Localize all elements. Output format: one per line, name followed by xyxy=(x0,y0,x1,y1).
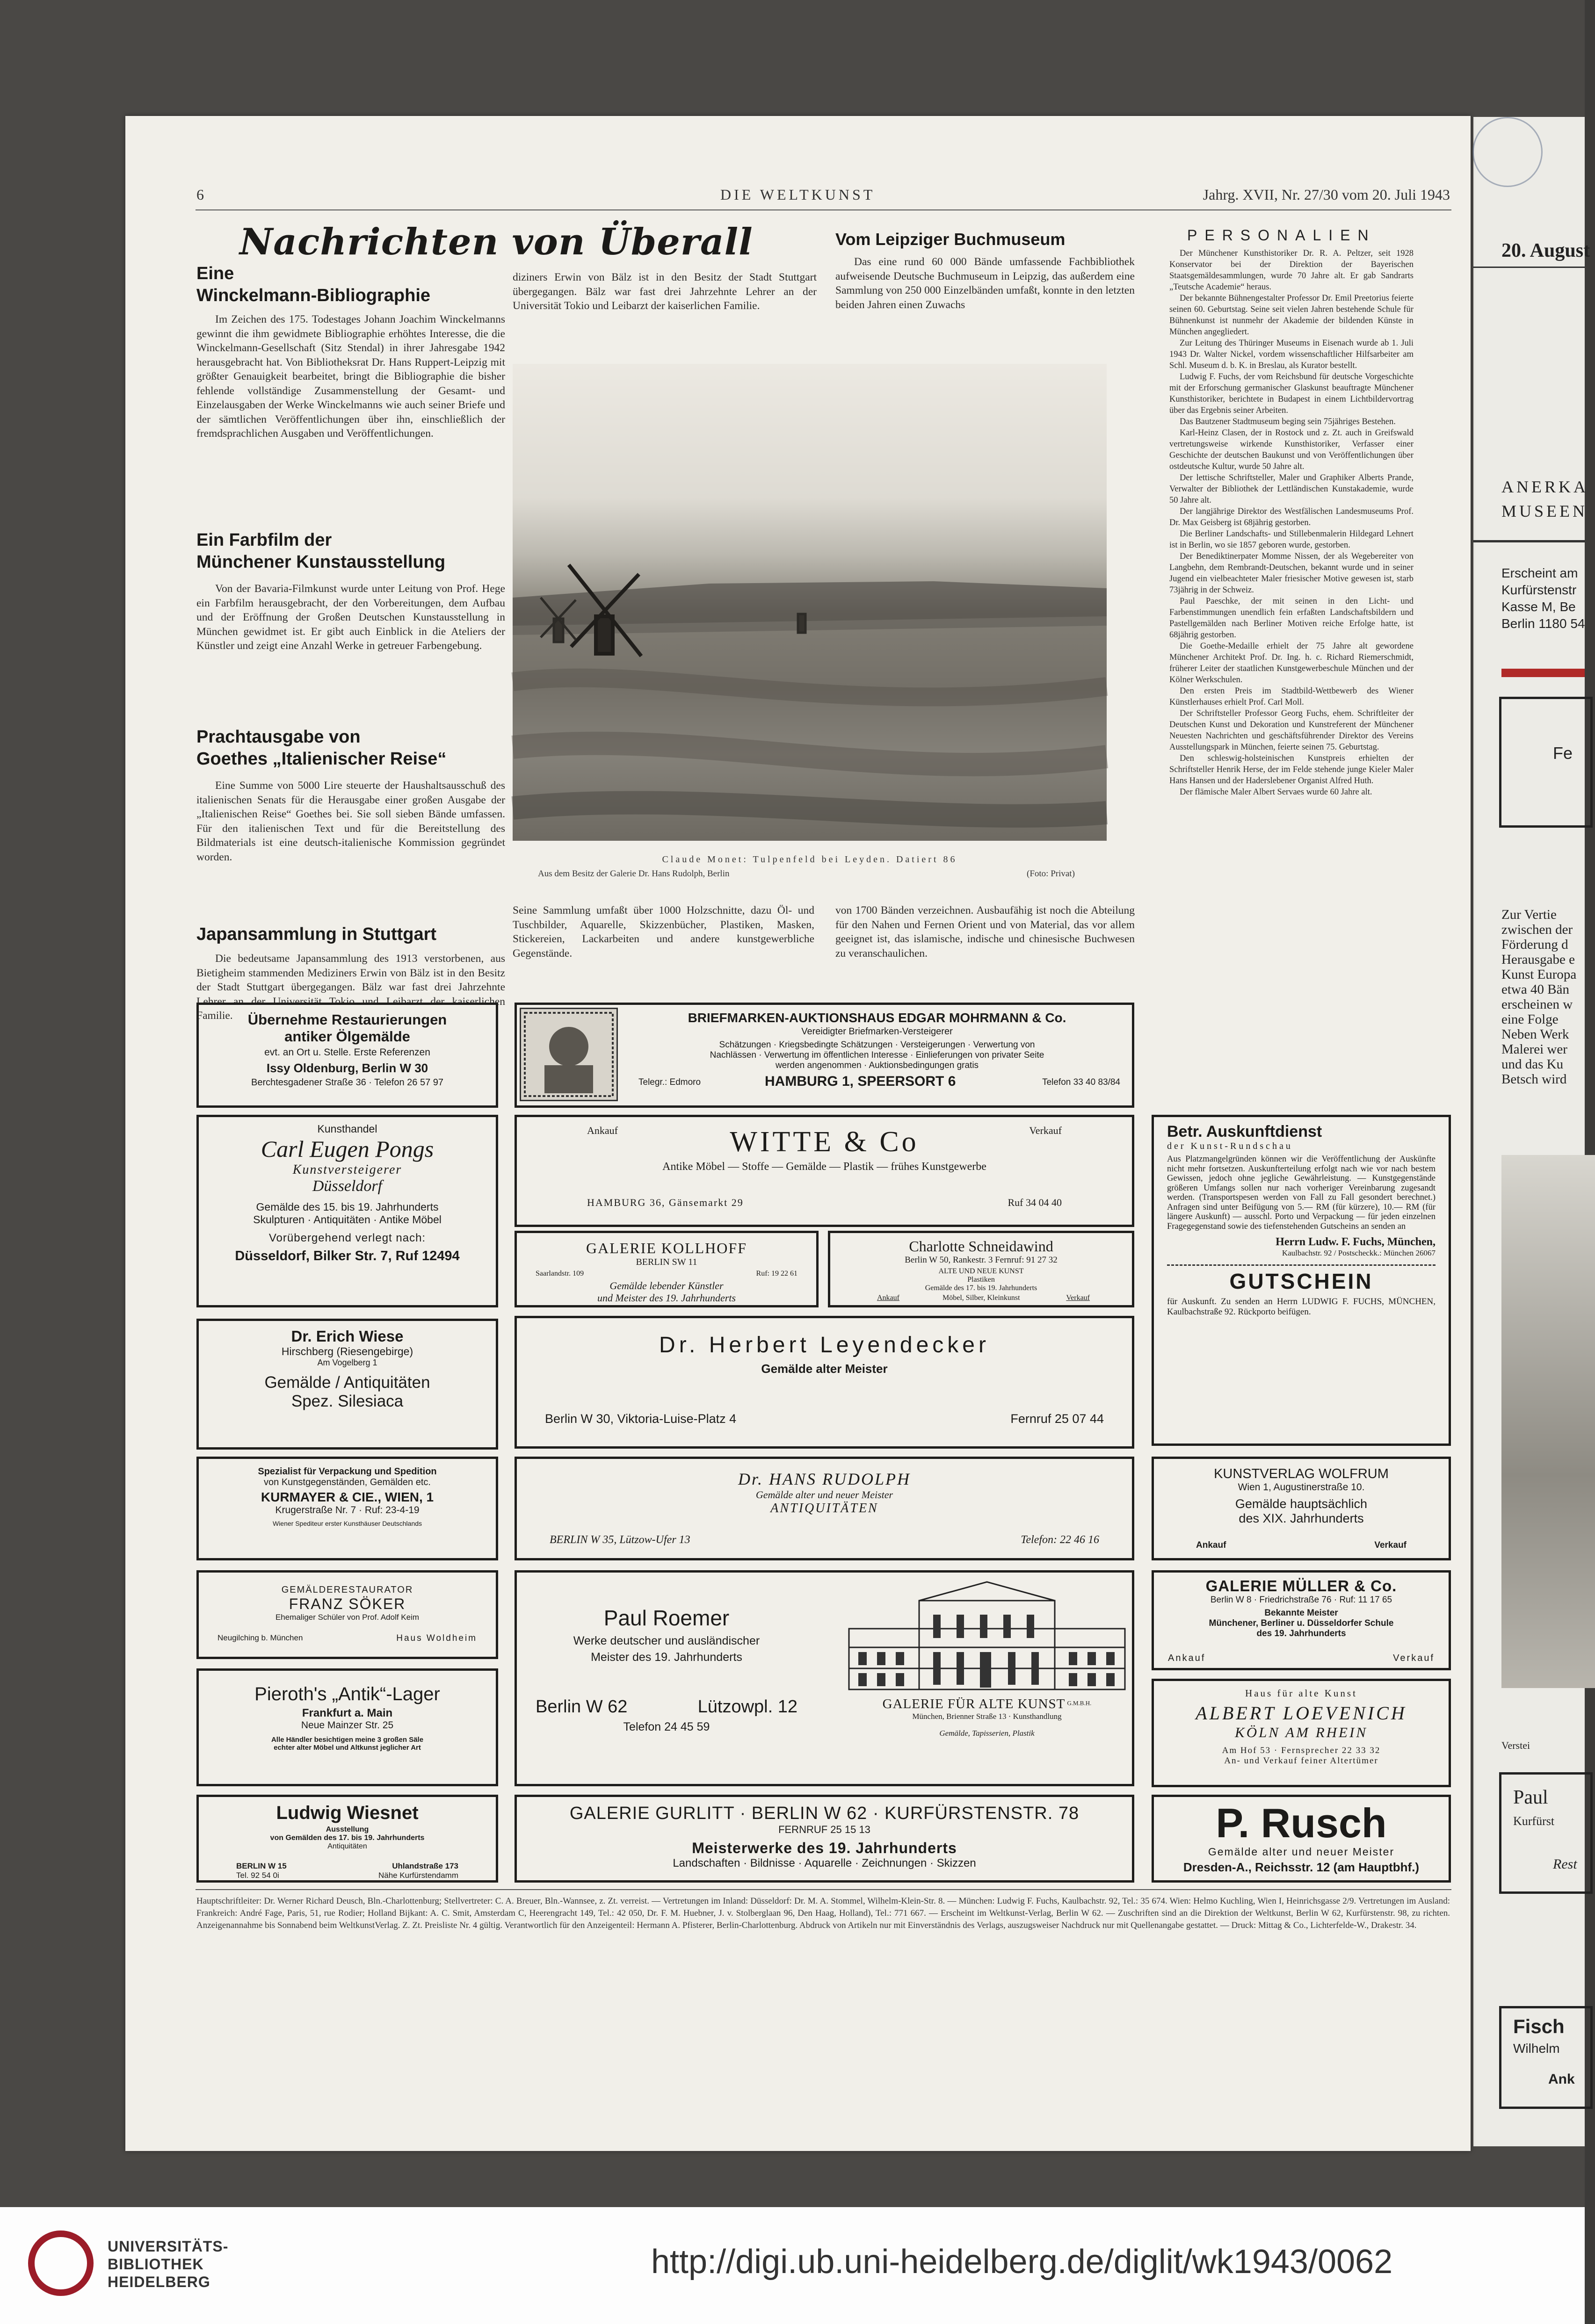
ad-gurlitt: GALERIE GURLITT · BERLIN W 62 · KURFÜRSTENSTR. 78 FERNRUF 25 15 13 Meisterwerke des 19. Jahrhunderts Landschaften · Bildnisse · Aquarelle · Zeichnungen · Skizzen xyxy=(515,1795,1134,1883)
personalien-item: Den ersten Preis im Stadtbild-Wettbewerb des Wiener Künstlerhauses erhielt Prof. Carl Moll. xyxy=(1169,686,1414,707)
library-name-line: UNIVERSITÄTS- xyxy=(108,2238,229,2255)
next-page-box xyxy=(1499,697,1593,828)
personalien-item: Der langjährige Direktor des Westfälischen Landesmuseums Prof. Dr. Max Geisberg ist 68jährig gestorben. xyxy=(1169,507,1414,527)
personalien-heading: PERSONALIEN xyxy=(1187,227,1376,244)
ad-kollhoff: GALERIE KOLLHOFF BERLIN SW 11 Saarlandstr. 109 Ruf: 19 22 61 Gemälde lebender Künstler und Meister des 19. Jahrhunderts xyxy=(515,1231,819,1307)
ad-soeker: GEMÄLDERESTAURATOR FRANZ SÖKER Ehemaliger Schüler von Prof. Adolf Keim Neugilching b. München Haus Woldheim xyxy=(196,1570,498,1659)
photo-credit: (Foto: Privat) xyxy=(1027,869,1075,879)
ad-wiesnet: Ludwig Wiesnet Ausstellung von Gemälden des 17. bis 19. Jahrhunderts Antiquitäten BERLIN W 15 Tel. 92 54 0i Uhlandstraße 173 Nähe Kurfürstendamm xyxy=(196,1795,498,1883)
ad-roemer-altekunst: Paul Roemer Werke deutscher und ausländischer Meister des 19. Jahrhunderts Berlin W 62 Lützowpl. 12 Telefon 24 45 59 GALERIE FÜR ALTE KUNST $^{G.M.B.H.}$ München, Brienner Straße 13 · Kunsthandlung Gemälde, Tapisserien, Plastik xyxy=(515,1570,1134,1786)
personalien-item: Der bekannte Bühnengestalter Professor Dr. Emil Preetorius feierte seinen 60. Geburtstag. Seine seit vielen Jahren bestehende Schule für Bühnenkunst ist nunmehr der Akademie der bildenden Künste in München angegliedert. xyxy=(1169,294,1414,337)
library-name-line: BIBLIOTHEK xyxy=(108,2256,204,2273)
personalien-column xyxy=(1169,248,1414,798)
next-page-line: etwa 40 Bän xyxy=(1501,982,1569,997)
painting-svg xyxy=(513,364,1107,841)
next-page-line: Paul xyxy=(1513,1787,1548,1808)
red-rule xyxy=(1501,669,1585,677)
galerie-alte-kunst-block: GALERIE FÜR ALTE KUNST $^{G.M.B.H.}$ München, Brienner Straße 13 · Kunsthandlung Gemälde, Tapisserien, Plastik xyxy=(844,1577,1130,1738)
next-page-line: und das Ku xyxy=(1501,1057,1564,1072)
next-page-line: Erscheint am xyxy=(1501,566,1578,580)
article-heading: Vom Leipziger Buchmuseum xyxy=(835,230,1066,249)
page-header xyxy=(196,186,1450,209)
personalien-item: Die Goethe-Medaille erhielt der 75 Jahre alt gewordene Münchener Architekt Prof. Dr. Ing. h. c. Richard Riemerschmidt, früherer Leiter der staatlichen Kunstgewerbeschule München und der Kölner Werkschulen. xyxy=(1169,642,1414,685)
article-body: Eine Summe von 5000 Lire steuerte der Haushaltsausschuß des italienischen Senats für die Herausgabe einer großen Ausgabe der „Italienischen Reise“ Goethes bei. Sie soll sieben Bände umfassen. Für den italienischen Text und für die Bereitstellung des Bildmaterials ist eine deutsch-italienische Kommission gegründet worden. xyxy=(196,779,505,863)
next-page-line: Kurfürst xyxy=(1513,1814,1555,1828)
personalien-item: Den schleswig-holsteinischen Kunstpreis erhielten der Schriftsteller Henrik Herse, der im Felde stehende junge Kieler Maler Hans Hansen und der Haderslebener Organist Alfred Huth. xyxy=(1169,754,1414,786)
next-page-line: erscheinen w xyxy=(1501,997,1573,1012)
next-page-line: Neben Werk xyxy=(1501,1027,1569,1042)
ad-leyendecker: Dr. Herbert Leyendecker Gemälde alter Meister Berlin W 30, Viktoria-Luise-Platz 4 Fernruf 25 07 44 xyxy=(515,1316,1134,1449)
ad-pongs: Kunsthandel Carl Eugen Pongs Kunstversteigerer Düsseldorf Gemälde des 15. bis 19. Jahrhunderts Skulpturen · Antiquitäten · Antike Möbel Vorübergehend verlegt nach: Düsseldorf, Bilker Str. 7, Ruf 12494 xyxy=(196,1115,498,1307)
stamp-engraving-image xyxy=(520,1008,618,1101)
personalien-item: Der Münchener Kunsthistoriker Dr. R. A. Peltzer, seit 1928 Konservator bei der Direktion der Bayerischen Staatsgemäldesammlungen, wurde 70 Jahre alt. Er gab Sandrarts „Teutsche Academie“ heraus. xyxy=(1169,249,1414,292)
painting-caption: Claude Monet: Tulpenfeld bei Leyden. Datiert 86 xyxy=(662,854,957,865)
next-page-line: Fisch xyxy=(1513,2015,1565,2037)
ad-rudolph: Dr. HANS RUDOLPH Gemälde alter und neuer Meister ANTIQUITÄTEN BERLIN W 35, Lützow-Ufer 13 Telefon: 22 46 16 xyxy=(515,1457,1134,1560)
next-page-heading-1: ANERKA xyxy=(1501,477,1588,496)
university-library-logo-icon xyxy=(28,2230,94,2296)
ad-oldenburg: Übernehme Restaurierungen antiker Ölgemälde evt. an Ort u. Stelle. Erste Referenzen Issy Oldenburg, Berlin W 30 Berchtesgadener Straße 36 · Telefon 26 57 97 xyxy=(196,1003,498,1108)
ad-schneidawind: Charlotte Schneidawind Berlin W 50, Rankestr. 3 Fernruf: 91 27 32 ALTE UND NEUE KUNST Plastiken Gemälde des 17. bis 19. Jahrhunderts Ankauf Möbel, Silber, Kleinkunst Verkauf xyxy=(828,1231,1134,1307)
next-page-heading-2: MUSEEN xyxy=(1501,502,1588,520)
next-page-line: Kasse M, Be xyxy=(1501,599,1576,614)
paper-name: DIE WELTKUNST xyxy=(720,186,876,203)
next-page-line: Kunst Europa xyxy=(1501,967,1577,982)
ad-witte: Ankauf Verkauf WITTE & Co Antike Möbel — Stoffe — Gemälde — Plastik — frühes Kunstgewerbe HAMBURG 36, Gänsemarkt 29 Ruf 34 04 40 xyxy=(515,1115,1134,1227)
next-page-line: Förderung d xyxy=(1501,937,1568,952)
library-name-line: HEIDELBERG xyxy=(108,2273,210,2290)
personalien-item: Die Berliner Landschafts- und Stillebenmalerin Hildegard Lehnert ist in Berlin, wo sie 1857 geboren wurde, gestorben. xyxy=(1169,529,1414,550)
personalien-item: Der Schriftsteller Professor Georg Fuchs, ehem. Schriftleiter der Deutschen Kunst und Dekoration und Kunstreferent der Münchener Neuesten Nachrichten und geschäftsführender Direktor des Vereins Ausstellungspark in München, feierte seinen 75. Geburtstag. xyxy=(1169,709,1414,752)
ad-loevenich: Haus für alte Kunst ALBERT LOEVENICH KÖLN AM RHEIN Am Hof 53 · Fernsprecher 22 33 32 An- und Verkauf feiner Altertümer xyxy=(1152,1679,1451,1787)
library-stamp-seal xyxy=(1472,117,1543,187)
next-page-line: Berlin 1180 54 xyxy=(1501,616,1585,631)
imprint-footer: Hauptschriftleiter: Dr. Werner Richard Deusch, Bln.-Charlottenburg; Stellvertreter: C. A. Breuer, Bln.-Wannsee, z. Zt. verreist. — Vertretungen im Inland: Düsseldorf: Dr. M. A. Stommel, Wilhelm-Klein-Str. 8. — München: Ludwig F. Fuchs, Kaulbachstr. 92, Tel.: 35 674. Wien: Helmo Kuchling, Wien I, Heinrichsgasse 2/9. Vertretungen im Ausland: Frankreich: André Fage, Paris, 51, rue Rodier; Holland Bijkant: A. C. Smit, Amsterdam C, Heerengracht 149, Tel.: 42 050, Dr. F. M. Huebner, J. v. Stolberglaan 96, Den Haag, Holland), Tel.: 771 667. — Erscheint im Weltkunst-Verlag, Berlin W 62. — Zuschriften sind an die Direktion der Weltkunst, Berlin W 62, Kurfürstenstr. 98, zu richten. Anzeigenannahme bis Sonnabend beim WeltkunstVerlag. Z. Zt. Preisliste Nr. 4 gültig. Verantwortlich für den Anzeigenteil: Hermann A. Pfisterer, Berlin-Charlottenburg. Abdruck von Artikeln nur mit Einverständnis des Verlags, auszugsweiser Nachdruck nur mit Quellenangabe gestattet. — Druck: Mittag & Co., Lichterfelde-W., Drakestr. 34. xyxy=(196,1896,1450,1930)
personalien-item: Der lettische Schriftsteller, Maler und Graphiker Alberts Prande, Verwalter der Bibliothek der Lettländischen Kunstakademie, wurde 50 Jahre alt. xyxy=(1169,473,1414,505)
personalien-item: Zur Leitung des Thüringer Museums in Eisenach wurde ab 1. Juli 1943 Dr. Walter Nickel, vordem wissenschaftlicher Hilfsarbeiter am Schl. Museum d. b. K. in Breslau, als Kurator bestellt. xyxy=(1169,339,1414,370)
article-body: Im Zeichen des 175. Todestages Johann Joachim Winckelmanns gewinnt die ihm gewidmete Bibliographie erhöhtes Interesse, die die Winckelmann-Gesellschaft (Sitz Stendal) in ihrer Jahresgabe 1942 herausgebracht hat. Von Bibliotheksrat Dr. Hans Ruppert-Leipzig mit größter Genauigkeit bearbeitet, bringt die Bibliographie die bisher fehlende vollständige Zusammenstellung der Gesamt- und Einzelausgaben der Werke Winckelmanns wie auch seiner Briefe und der sämtlichen Veröffentlichungen über ihn, einschließlich der fremdsprachlichen Ausgaben und Veröffentlichungen. xyxy=(196,313,505,440)
footer-rule xyxy=(196,1889,1451,1890)
next-page-line: Rest xyxy=(1553,1856,1577,1872)
next-page-line: Herausgabe e xyxy=(1501,952,1575,967)
next-page-line: Kurfürstenstr xyxy=(1501,583,1577,597)
permalink-url[interactable]: http://digi.ub.uni-heidelberg.de/diglit/wk1943/0062 xyxy=(651,2243,1393,2281)
next-page-line: eine Folge xyxy=(1501,1012,1559,1027)
personalien-item: Das Bautzener Stadtmuseum beging sein 75jähriges Bestehen. xyxy=(1180,417,1396,426)
personalien-item: Der flämische Maler Albert Servaes wurde 60 Jahre alt. xyxy=(1180,787,1372,797)
page-number: 6 xyxy=(196,186,204,203)
next-page-line: Fe xyxy=(1553,743,1573,763)
next-page-line: Malerei wer xyxy=(1501,1042,1567,1057)
ad-wolfrum: KUNSTVERLAG WOLFRUM Wien 1, Augustinerstraße 10. Gemälde hauptsächlich des XIX. Jahrhunderts Ankauf Verkauf xyxy=(1152,1457,1451,1560)
article-continuation: Seine Sammlung umfaßt über 1000 Holzschnitte, dazu Öl- und Tuschbilder, Aquarelle, Skizzenbücher, Plastiken, Masken, Stickereien, Lackarbeiten und andere kunstgewerbliche Gegenstände. xyxy=(513,904,814,960)
next-page-line: Verstei xyxy=(1501,1739,1530,1751)
personalien-item: Ludwig F. Fuchs, der vom Reichsbund für deutsche Vorgeschichte mit der Erforschung germanischer Glaskunst beauftragte Münchener Kunsthistoriker, berichtete in Budapest in einem Lichtbildervortrag über das Ergebnis seiner Arbeiten. xyxy=(1169,372,1414,415)
next-page-line: Betsch wird xyxy=(1501,1072,1567,1087)
article-body: Die bedeutsame Japansammlung des 1913 verstorbenen, aus Bietigheim stammenden Mediziners Erwin von Bälz ist in den Besitz der Stadt Stuttgart übergegangen. Bälz war fast drei Jahrzehnte Lehrer an der Universität Tokio und Leibarzt der kaiserlichen Familie. xyxy=(196,953,505,1022)
ad-wiese: Dr. Erich Wiese Hirschberg (Riesengebirge) Am Vogelberg 1 Gemälde / Antiquitäten Spez. Silesiaca xyxy=(196,1319,498,1450)
personalien-item: Der Benediktinerpater Momme Nissen, der als Wegebereiter von Langbehn, dem Rembrandt-Deutschen, bekannt wurde und in seiner Jugend ein vielbeachteter Maler friesischer Motive gewesen ist, starb 73jährig in der Schweiz. xyxy=(1169,552,1414,595)
next-page-date: 20. August xyxy=(1501,240,1590,261)
next-page-line: Wilhelm xyxy=(1513,2041,1560,2056)
article-continuation: diziners Erwin von Bälz ist in den Besitz der Stadt Stuttgart übergegangen. Bälz war fast drei Jahrzehnte Lehrer an der Universität Tokio und Leibarzt der kaiserlichen Familie. xyxy=(513,271,817,312)
next-page-line: Zur Vertie xyxy=(1501,907,1557,922)
personalien-item: Paul Paeschke, der mit seinen in den Licht- und Farbenstimmungen unendlich fein erfaßten Landschaftsbildern und Pastellgemälden nach Berliner Motiven reiche Erfolge hatte, ist 68jährig gestorben. xyxy=(1169,597,1414,640)
next-page-line: zwischen der xyxy=(1501,922,1573,937)
adjacent-page xyxy=(1473,117,1590,2146)
ad-pieroth: Pieroth's „Antik“-Lager Frankfurt a. Main Neue Mainzer Str. 25 Alle Händler besichtigen meine 3 großen Säle echter alter Möbel und Altkunst jeglicher Art xyxy=(196,1668,498,1786)
ad-rusch: P. Rusch Gemälde alter und neuer Meister Dresden-A., Reichsstr. 12 (am Hauptbhf.) xyxy=(1152,1795,1451,1883)
personalien-item: Karl-Heinz Clasen, der in Rostock und z. Zt. auch in Greifswald vertretungsweise wirkende Kunsthistoriker, Verfasser einer Geschichte der deutschen Baukunst und von Veröffentlichungen über ostdeutsche Kultur, wurde 50 Jahre alt. xyxy=(1169,428,1414,471)
ad-mohrmann: BRIEFMARKEN-AUKTIONSHAUS EDGAR MOHRMANN & Co. Vereidigter Briefmarken-Versteigerer Schätzungen · Kriegsbedingte Schätzungen · Versteigerungen · Verwertung von Nachlässen · Verwertung im öffentlichen Interesse · Einlieferungen von privater Seite werden angenommen · Auktionsbedingungen gratis Telegr.: Edmoro HAMBURG 1, SPEERSORT 6 Telefon 33 40 83/84 xyxy=(515,1003,1134,1108)
article-heading: Ein Farbfilm der Münchener Kunstausstellung xyxy=(196,530,446,572)
article-body: Das eine rund 60 000 Bände umfassende Fachbibliothek aufweisende Deutsche Buchmuseum in Leipzig, das außerdem eine Sammlung von 250 000 Einzelbänden umfaßt, konnte in den letzten beiden Jahren einen Zuwachs xyxy=(835,256,1135,311)
article-body: Von der Bavaria-Filmkunst wurde unter Leitung von Prof. Hege ein Farbfilm herausgebracht, der den Vorbereitungen, dem Aufbau und der Eröffnung der Großen Deutschen Kunstausstellung in München gewidmet ist. Er gibt auch Einblick in die Ateliers der Künstler und zeigt eine Anzahl Werke in getreuer Farbengebung. xyxy=(196,583,505,652)
article-heading: Japansammlung in Stuttgart xyxy=(196,924,437,944)
building-facade-icon xyxy=(844,1577,1130,1694)
article-heading: Prachtausgabe von Goethes „Italienischer Reise“ xyxy=(196,727,447,769)
issue-info: Jahrg. XVII, Nr. 27/30 vom 20. Juli 1943 xyxy=(1203,186,1450,203)
article-body: von 1700 Bänden verzeichnen. Ausbaufähig ist noch die Abteilung für den Nahen und Fernen Orient und von Material, das vor allem geeignet ist, das islamische, indische und chinesische Buchwesen zu veranschaulichen. xyxy=(835,904,1135,960)
ad-auskunftdienst: Betr. Auskunftdienst der Kunst-Rundschau Aus Platzmangelgründen können wir die Veröffentlichung der Auskünfte nicht mehr fortsetzen. Auskunfterteilung erfolgt nach wie vor nach bestem Gewissen, jedoch ohne jegliche Gewährleistung. — Kunstgegenstände größeren Umfangs sollen nur nach vorheriger Vereinbarung zugesandt werden. (Transportspesen werden von Fall zu Fall gesondert berechnet.) Anfragen sind unter Beifügung von 5.— RM (für kürzere), 10.— RM (für längere Auskunft) — ausschl. Porto und Verpackung — für jeden einzelnen Fragegegenstand sowie des tiefenstehenden Gutscheins an senden an Herrn Ludw. F. Fuchs, München, Kaulbachstr. 92 / Postscheckk.: München 26067 GUTSCHEIN für Auskunft. Zu senden an Herrn LUDWIG F. FUCHS, MÜNCHEN, Kaulbachstraße 92. Rückporto beifügen. xyxy=(1152,1115,1451,1446)
header-rule xyxy=(196,209,1451,210)
monet-painting-image xyxy=(513,364,1107,841)
next-page-line: Ank xyxy=(1548,2071,1575,2087)
ad-mueller: GALERIE MÜLLER & Co. Berlin W 8 · Friedrichstraße 76 · Ruf: 11 17 65 Bekannte Meister Münchener, Berliner u. Düsseldorfer Schule des 19. Jahrhunderts Ankauf Verkauf xyxy=(1152,1570,1451,1670)
section-title: Nachrichten von Überall xyxy=(239,221,753,263)
painting-credit: Aus dem Besitz der Galerie Dr. Hans Rudolph, Berlin xyxy=(538,869,730,879)
article-heading: Eine Winckelmann-Bibliographie xyxy=(196,264,431,305)
ad-kurmayer: Spezialist für Verpackung und Spedition von Kunstgegenständen, Gemälden etc. KURMAYER & CIE., WIEN, 1 Krugerstraße Nr. 7 · Ruf: 23-4-19 Wiener Spediteur erster Kunsthäuser Deutschlands xyxy=(196,1457,498,1560)
next-page-image xyxy=(1501,1155,1595,1688)
